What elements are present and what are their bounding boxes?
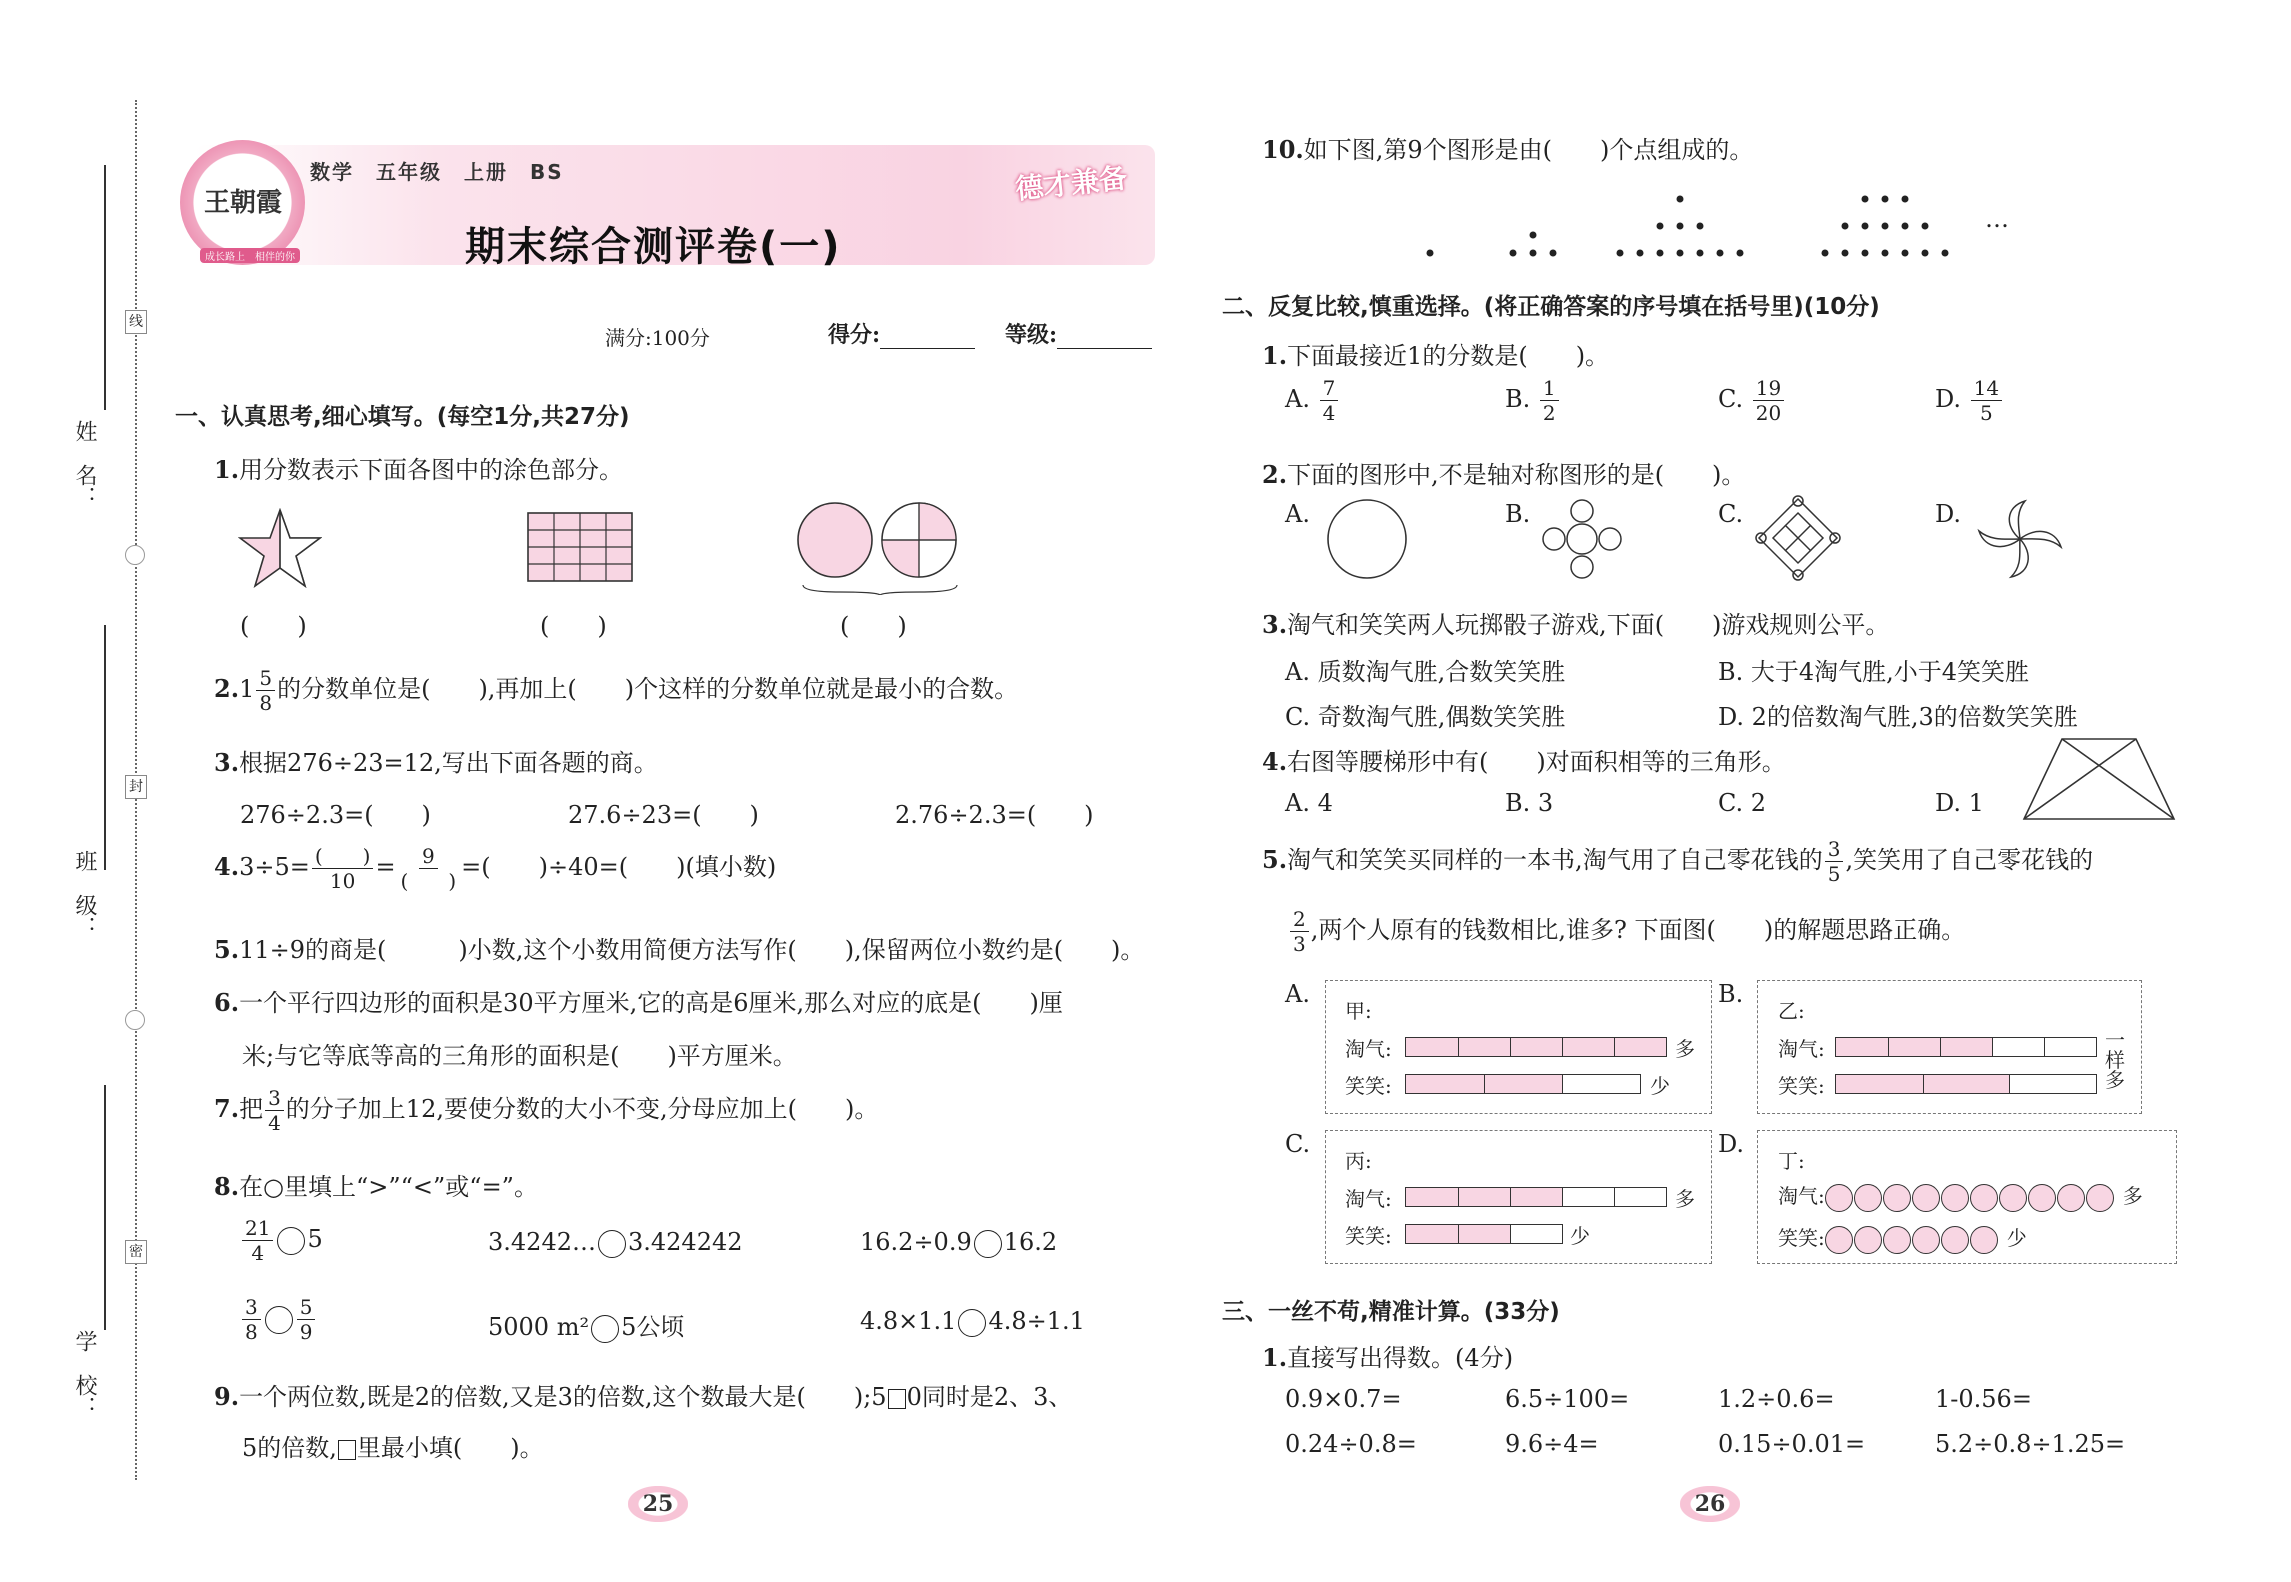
q8-item-d: $\frac{3}{8}$ $\frac{5}{9}$ (240, 1297, 317, 1342)
c4-option-b[interactable]: B. 3 (1505, 789, 1554, 817)
mixed-fraction: $\frac{5}{8}$ (256, 668, 275, 713)
c5-label-c[interactable]: C. (1285, 1130, 1311, 1158)
dot-pattern-figure (1400, 185, 2020, 265)
q9: 9.一个两位数,既是2的倍数,又是3的倍数,这个数最大是( );5 0同时是2、3、 (214, 1382, 1073, 1411)
c3: 3.淘气和笑笑两人玩掷骰子游戏,下面( )游戏规则公平。 (1262, 610, 1890, 639)
pinwheel-figure-icon (1975, 497, 2065, 581)
seal-mark-xian: 线 (125, 310, 147, 334)
trapezoid-figure (2020, 735, 2178, 823)
diagram-a-tq: 淘气: (1345, 1037, 1392, 1061)
c2-label-d[interactable]: D. (1935, 500, 1962, 528)
q9-line2: 5的倍数, 里最小填( )。 (242, 1434, 544, 1462)
q8-item-e: 5000 m² 5公顷 (488, 1313, 685, 1341)
c5-label-a[interactable]: A. (1285, 980, 1310, 1008)
k1-item[interactable]: 0.9×0.7= (1285, 1385, 1402, 1413)
diagram-c-bar-xx (1405, 1224, 1563, 1244)
score-label: 得分: (828, 318, 975, 349)
c4-option-a[interactable]: A. 4 (1285, 789, 1333, 817)
binding-hole-icon (125, 545, 145, 565)
q1-answer-blank[interactable]: ( ) (240, 612, 307, 640)
diagram-a-title: 甲: (1345, 999, 1372, 1023)
q10: 10.如下图,第9个图形是由( )个点组成的。 (1262, 135, 1754, 164)
level-field[interactable] (1057, 326, 1152, 349)
c1-option-b[interactable]: B. $\frac{1}{2}$ (1505, 378, 1561, 423)
diagram-a-xx: 笑笑: (1345, 1074, 1392, 1098)
q6: 6.一个平行四边形的面积是30平方厘米,它的高是6厘米,那么对应的底是( )厘 (214, 988, 1063, 1017)
compare-circle[interactable] (265, 1306, 293, 1334)
c1-option-d[interactable]: D. $\frac{14}{5}$ (1935, 378, 2004, 423)
q8: 8.在○里填上“>”“<”或“=”。 (214, 1172, 538, 1201)
diagram-c-bar-tq (1405, 1187, 1667, 1207)
c5: 5.淘气和笑笑买同样的一本书,淘气用了自己零花钱的 $\frac{3}{5}$ ,笑笑用了自己零花钱的 (1262, 837, 2094, 886)
q4: 4.3÷5= $\frac{( )}{10}$ = $\frac{9}{( )}$ =( )÷40=( )(填小数) (214, 844, 777, 893)
diagram-a-duo: 多 (1675, 1037, 1695, 1061)
diagram-b-xx: 笑笑: (1778, 1074, 1825, 1098)
diagram-b-bar-xx (1835, 1074, 2097, 1094)
c2-label-a[interactable]: A. (1285, 500, 1310, 528)
c5-label-d[interactable]: D. (1718, 1130, 1745, 1158)
seal-mark-feng: 封 (125, 775, 147, 799)
c2: 2.下面的图形中,不是轴对称图形的是( )。 (1262, 460, 1746, 489)
dot-pattern-ellipsis: … (1985, 205, 2009, 233)
c5-line2: $\frac{2}{3}$ ,两个人原有的钱数相比,谁多? 下面图( )的解题思路正确。 (1288, 908, 1965, 954)
c2-label-b[interactable]: B. (1505, 500, 1531, 528)
seal-mark-mi: 密 (125, 1240, 147, 1264)
c3-option-c[interactable]: C. 奇数淘气胜,偶数笑笑胜 (1285, 703, 1566, 731)
q3-item-c[interactable]: 2.76÷2.3=( ) (895, 801, 1094, 829)
c2-label-c[interactable]: C. (1718, 500, 1744, 528)
compare-circle[interactable] (591, 1315, 619, 1343)
q8-item-a: $\frac{21}{4}$ 5 (240, 1218, 323, 1263)
logo-slogan: 成长路上 相伴的你 (200, 248, 300, 263)
header-badge: 德才兼备 (1013, 161, 1129, 206)
c4: 4.右图等腰梯形中有( )对面积相等的三角形。 (1262, 747, 1786, 776)
section-2-heading: 二、反复比较,慎重选择。(将正确答案的序号填在括号里)(10分) (1222, 294, 1880, 320)
page-title: 期末综合测评卷(一) (465, 224, 842, 270)
name-label: 姓 名： (72, 420, 97, 508)
q2: 2.1 $\frac{5}{8}$ 的分数单位是( ),再加上( )个这样的分数单位就是最小的合数。 (214, 666, 1019, 715)
q3: 3.根据276÷23=12,写出下面各题的商。 (214, 748, 658, 777)
class-write-line (104, 625, 106, 870)
k1-item[interactable]: 1-0.56= (1935, 1385, 2032, 1413)
binding-hole-icon (125, 1010, 145, 1030)
c1-option-c[interactable]: C. $\frac{19}{20}$ (1718, 378, 1786, 423)
diagram-b-yiyang: 一样多 (2105, 1028, 2125, 1092)
q5: 5.11÷9的商是( )小数,这个小数用简便方法写作( ),保留两位小数约是( )。 (214, 935, 1145, 964)
school-write-line (104, 1085, 106, 1330)
q1: 1.用分数表示下面各图中的涂色部分。 (214, 455, 624, 484)
q6-line2: 米;与它等底等高的三角形的面积是( )平方厘米。 (242, 1042, 797, 1070)
k1-item[interactable]: 5.2÷0.8÷1.25= (1935, 1430, 2126, 1458)
c4-option-c[interactable]: C. 2 (1718, 789, 1767, 817)
diagram-a-bar-tq (1405, 1037, 1667, 1057)
diagram-b-bar-tq (1835, 1037, 2097, 1057)
level-label: 等级: (1005, 318, 1152, 349)
full-score: 满分:100分 (605, 326, 710, 350)
q8-item-b: 3.4242… 3.424242 (488, 1228, 743, 1256)
diagram-d-xx-row: 笑笑: 少 (1778, 1222, 2027, 1254)
section-1-heading: 一、认真思考,细心填写。(每空1分,共27分) (175, 404, 630, 430)
diagram-a-shao: 少 (1650, 1074, 1670, 1098)
compare-circle[interactable] (598, 1230, 626, 1258)
page-number-left: 25 (628, 1486, 688, 1522)
q1-answer-blank[interactable]: ( ) (540, 612, 607, 640)
name-write-line (104, 165, 106, 410)
diagram-b-title: 乙: (1778, 999, 1805, 1023)
score-field[interactable] (880, 326, 975, 349)
q8-item-f: 4.8×1.1 4.8÷1.1 (860, 1307, 1085, 1335)
header-subject: 数学 五年级 上册 BS (310, 160, 564, 184)
diagram-c-duo: 多 (1675, 1187, 1695, 1211)
q8-item-c: 16.2÷0.9 16.2 (860, 1228, 1058, 1256)
diagram-d-title: 丁: (1778, 1149, 1805, 1173)
grid-rectangle-shape (527, 512, 633, 582)
knot-figure-icon (1755, 495, 1841, 583)
c5-label-b[interactable]: B. (1718, 980, 1744, 1008)
two-circles-shape (795, 500, 965, 595)
c1: 1.下面最接近1的分数是( )。 (1262, 341, 1610, 370)
k1-item[interactable]: 6.5÷100= (1505, 1385, 1630, 1413)
diagram-b-tq: 淘气: (1778, 1037, 1825, 1061)
compare-circle[interactable] (958, 1309, 986, 1337)
diagram-c-xx: 笑笑: (1345, 1224, 1392, 1248)
circle-figure-icon (1325, 497, 1409, 581)
compare-circle[interactable] (277, 1227, 305, 1255)
c1-option-a[interactable]: A. $\frac{7}{4}$ (1285, 378, 1340, 423)
diagram-a-bar-xx (1405, 1074, 1641, 1094)
class-label: 班 级： (72, 850, 97, 938)
k1: 1.直接写出得数。(4分) (1262, 1343, 1514, 1372)
q3-item-a[interactable]: 276÷2.3=( ) (240, 801, 431, 829)
flower-figure-icon (1540, 497, 1624, 581)
k1-item[interactable]: 1.2÷0.6= (1718, 1385, 1835, 1413)
digit-box[interactable] (888, 1389, 906, 1409)
diagram-d-tq-row: 淘气: 多 (1778, 1180, 2143, 1212)
diagram-c-tq: 淘气: (1345, 1187, 1392, 1211)
diagram-c-shao: 少 (1570, 1224, 1590, 1248)
c3-option-a[interactable]: A. 质数淘气胜,合数笑笑胜 (1285, 658, 1566, 686)
c4-option-d[interactable]: D. 1 (1935, 789, 1984, 817)
c3-option-d[interactable]: D. 2的倍数淘气胜,3的倍数笑笑胜 (1718, 703, 2078, 731)
k1-item[interactable]: 0.15÷0.01= (1718, 1430, 1866, 1458)
section-3-heading: 三、一丝不苟,精准计算。(33分) (1222, 1299, 1560, 1325)
compare-circle[interactable] (974, 1230, 1002, 1258)
logo-text: 王朝霞 (203, 188, 282, 218)
diagram-c-title: 丙: (1345, 1149, 1372, 1173)
q1-answer-blank[interactable]: ( ) (840, 612, 907, 640)
q3-item-b[interactable]: 27.6÷23=( ) (568, 801, 759, 829)
school-label: 学 校： (72, 1330, 97, 1418)
page-number-right: 26 (1680, 1486, 1740, 1522)
q7: 7.把 $\frac{3}{4}$ 的分子加上12,要使分数的大小不变,分母应加上( )。 (214, 1086, 879, 1135)
star-shape (238, 508, 322, 590)
c3-option-b[interactable]: B. 大于4淘气胜,小于4笑笑胜 (1718, 658, 2030, 686)
k1-item[interactable]: 0.24÷0.8= (1285, 1430, 1417, 1458)
digit-box (338, 1440, 356, 1460)
k1-item[interactable]: 9.6÷4= (1505, 1430, 1599, 1458)
